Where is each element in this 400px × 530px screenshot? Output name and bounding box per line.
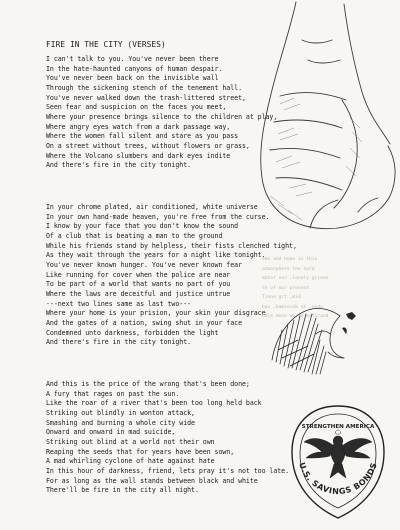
poem-note: ---next two lines same as last two--- xyxy=(46,299,192,308)
poem-line: To be part of a world that wants no part of you xyxy=(46,280,231,289)
bleed-line: te of our present. xyxy=(262,285,312,291)
poem-line: There'll be fire in the city all night. xyxy=(46,486,199,495)
poem-line: In this hour of darkness, friend, lets pray it's not too late. xyxy=(46,466,290,475)
poem-line: Striking out blindly in wonton attack, xyxy=(46,408,195,417)
fist-sketch-illustration xyxy=(250,0,400,245)
poem-line: Reaping the seeds that for years have been sown, xyxy=(46,447,235,456)
poem-line: A mad whirling cyclone of hate against hate xyxy=(46,457,215,466)
poem-line: While his friends stand by helpless, their fists clenched tight, xyxy=(46,241,297,250)
poem-line: Striking out blind at a world not their own xyxy=(46,437,215,446)
poem-line: Where your home is your prision, your skin your disgrace xyxy=(46,309,266,318)
poem-line: Where the laws are deceitful and justice untrue xyxy=(46,289,231,298)
poem-line: Where the women fall silent and stare as you pass xyxy=(46,132,239,141)
poem-line: Like running for cover when the police are near xyxy=(46,270,231,279)
poem-line: Condemned unto darkness, forbidden the light xyxy=(46,328,219,337)
poem-line: Where your presence brings silence to the children at play, xyxy=(46,112,278,121)
eagle-icon xyxy=(304,430,372,478)
poem-line: I know by your face that you don't know the sound xyxy=(46,222,239,231)
stanza-1 xyxy=(46,55,277,171)
poem-line: You've never been back on the invisible wall xyxy=(46,74,219,83)
poem-line: And this is the price of the wrong that's been done; xyxy=(46,380,250,388)
bleed-line: bas ,bamioseb at ,cedu xyxy=(262,304,323,310)
poem-line: You've never known hunger. You've never known fear xyxy=(46,260,242,269)
poem-line: Of a club that is beating a man to the ground xyxy=(46,231,223,240)
bleed-line: Tiene grt ,mid xyxy=(262,295,301,300)
weeping-face-sketch xyxy=(268,300,360,376)
poem-line: In the hate-haunted canyons of human despair. xyxy=(46,64,223,73)
poem-line: And there's fire in the city tonight. xyxy=(46,338,192,347)
emblem-top-text: STRENGTHEN AMERICA xyxy=(301,424,375,430)
poem-line: On a street without trees, without flowers or grass, xyxy=(46,141,250,150)
poem-line: Smashing and burning a whole city wide xyxy=(46,418,195,427)
poem-line: And there's fire in the city tonight. xyxy=(46,161,192,170)
poem-line: And the gates of a nation, swing shut in your face xyxy=(46,318,242,327)
bleed-line: emo and hope in this xyxy=(262,257,318,262)
poem-line: Through the sickening stench of the tenement hall. xyxy=(46,83,242,92)
poem-line: I can't talk to you. You've never been there xyxy=(46,55,219,63)
poem-line: In your chrome plated, air conditioned, white universe xyxy=(46,203,258,211)
poem-line: You've never walked down the trash-littered street, xyxy=(46,93,246,102)
poem-line: Seen fear and suspicion on the faces you meet, xyxy=(46,103,227,112)
poem-line: Where the Volcano slumbers and dark eyes indite xyxy=(46,151,231,160)
poem-line: Onward and onward in mad suicide, xyxy=(46,428,176,437)
poem-line: As they wait through the years for a night like tonight. xyxy=(46,251,266,260)
bleed-line: mater our ,lonely grieve xyxy=(262,276,329,281)
poem-title: FIRE IN THE CITY (VERSES) xyxy=(46,40,166,49)
bleed-line: cale mone on to entirand xyxy=(262,314,329,319)
poem-line: For as long as the wall stands between black and white xyxy=(46,476,258,485)
poem-line: Like the roar of a river that's been too long held back xyxy=(46,399,262,408)
emblem-ring-text-path: U.S. SAVINGS BONDS xyxy=(297,461,379,497)
poem-line: Where angry eyes watch from a dark passage way, xyxy=(46,122,231,131)
poem-line: A fury that rages on past the sun. xyxy=(46,389,180,398)
us-savings-bonds-emblem xyxy=(286,402,390,524)
stanza-3 xyxy=(46,380,289,496)
bleed-line: atmosphere the hard xyxy=(262,266,315,272)
poem-line: In your own hand-made heaven, you're free from the curse. xyxy=(46,212,270,221)
